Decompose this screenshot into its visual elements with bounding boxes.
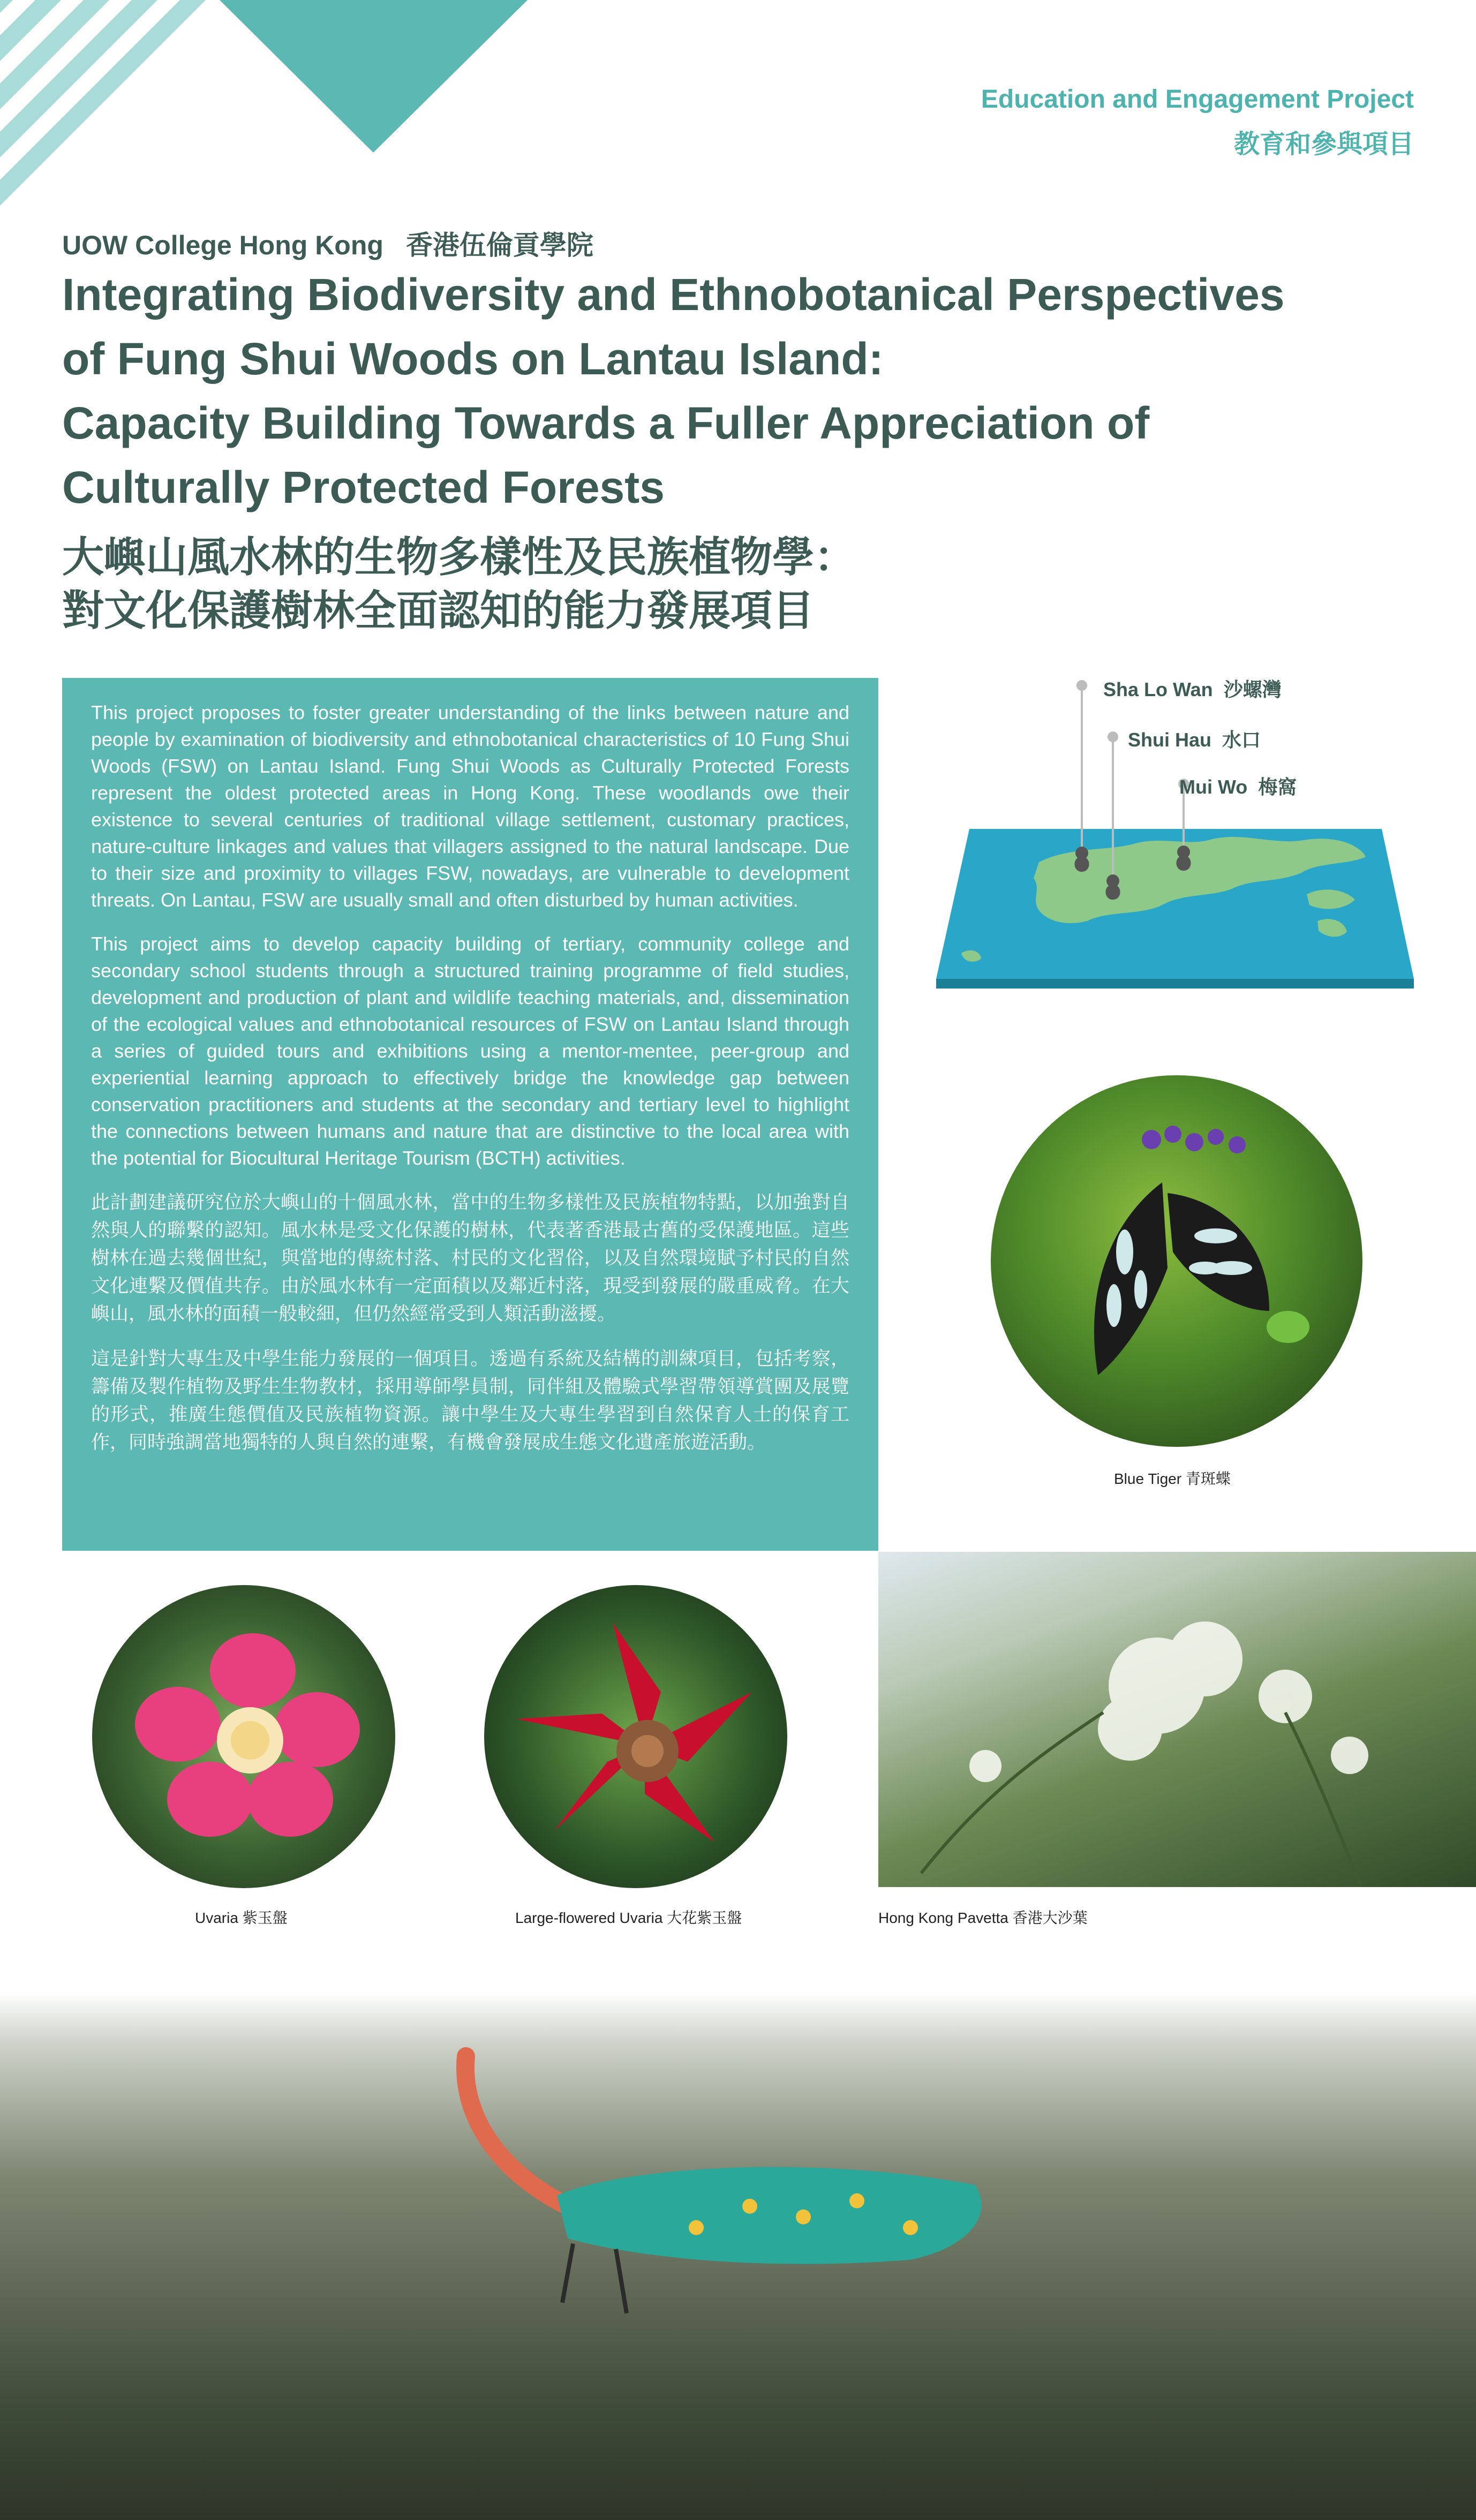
title-en-line: Capacity Building Towards a Fuller Appreciation of: [62, 398, 1150, 448]
uvaria-caption: Uvaria 紫玉盤: [195, 1910, 288, 1926]
title-zh: [62, 530, 856, 637]
description-en-2: This project aims to develop capacity building of tertiary, community college and secondary school students through a structured training programme of field studies, development and production of plant and wildlife teaching materials, and, dissemination of the ecological values and ethnobotanical resources of FSW on Lantau Island through a series of guided tours and exhibitions using a mentor-mentee, peer-group and experiential learning approach to effectively bridge the knowledge gap between conservation practitioners and students at the secondary and tertiary level to highlight the connections between humans and nature that are distinctive to the local area with the potential for Biocultural Heritage Tourism (BCTH) activities.: [91, 933, 849, 1169]
description-zh-1: 此計劃建議研究位於大嶼山的十個風水林，當中的生物多樣性及民族植物特點，以加強對自然與人的聯繫的認知。風水林是受文化保護的樹林，代表著香港最古舊的受保護地區。這些樹林在過去幾個世紀，與當地的傳統村落、村民的文化習俗，以及自然環境賦予村民的自然文化連繫及價值共存。由於風水林有一定面積以及鄰近村落，現受到發展的嚴重威脅。在大嶼山，風水林的面積一般較細，但仍然經常受到人類活動滋擾。: [91, 1192, 849, 1324]
lantau-map: [932, 669, 1425, 1001]
project-type-zh: 教育和參與項目: [1233, 130, 1414, 159]
blue-tiger-butterfly-photo: [991, 1075, 1362, 1447]
teal-triangle-decoration: [214, 0, 536, 155]
map-label-mui-wo: [1179, 772, 1297, 799]
blue-tiger-caption: Blue Tiger 青斑蝶: [1114, 1470, 1231, 1487]
location-name-zh: 梅窩: [1258, 776, 1297, 798]
title-en-line: Integrating Biodiversity and Ethnobotanical Perspectives: [62, 269, 1285, 320]
description-zh-2: 這是針對大專生及中學生能力發展的一個項目。透過有系統及結構的訓練項目，包括考察，籌備及製作植物及野生生物教材，採用導師學員制，同伴組及體驗式學習帶領導賞團及展覽的形式，推廣生態價值及民族植物資源。讓中學生及大專生學習到自然保育人士的保育工作，同時強調當地獨特的人與自然的連繫，有機會發展成生態文化遺產旅遊活動。: [91, 1348, 849, 1453]
project-type-en: Education and Engagement Project: [981, 85, 1414, 114]
title-zh-line: 對文化保護樹林全面認知的能力發展項目: [62, 587, 815, 634]
uvaria-flower-photo: [92, 1585, 395, 1888]
hong-kong-pavetta-photo: [878, 1552, 1476, 1887]
butterfly-illustration: [991, 1075, 1362, 1447]
description-en-1: This project proposes to foster greater understanding of the links between nature and people by examination of biodiversity and ethnobotanical characteristics of 10 Fung Shui Woods (FSW) on Lantau Island. Fung Shui Woods as Culturally Protected Forests represent the oldest protected areas in Hong Kong. These woodlands owe their existence to several centuries of traditional village settlement, customary practices, nature-culture linkages and values that villagers assigned to the natural landscape. Due to their size and proximity to villages FSW, nowadays, are vulnerable to development threats. On Lantau, FSW are usually small and often disturbed by human activities.: [91, 701, 849, 911]
institution-name-en: UOW College Hong Kong: [62, 230, 383, 260]
title-en-line: Culturally Protected Forests: [62, 462, 665, 512]
institution-name-zh: 香港伍倫貢學院: [405, 230, 593, 260]
large-uvaria-flower-illustration: [484, 1585, 787, 1888]
large-uvaria-caption: Large-flowered Uvaria 大花紫玉盤: [515, 1910, 742, 1926]
large-flowered-uvaria-photo: [484, 1585, 787, 1888]
title-zh-line: 大嶼山風水林的生物多樣性及民族植物學：: [62, 533, 856, 580]
location-name-en: Shui Hau: [1128, 729, 1212, 751]
map-label-shui-hau: [1128, 725, 1261, 752]
diagonal-stripes-decoration: [0, 0, 225, 225]
lantern-fly-illustration: [0, 1992, 1476, 2520]
lantern-fly-photo: [0, 1992, 1476, 2520]
uvaria-flower-illustration: [92, 1585, 395, 1888]
institution-name: [62, 224, 593, 262]
title-en: [62, 262, 1433, 519]
lantau-island-map-graphic: [932, 669, 1425, 1001]
description-panel: [62, 678, 878, 1551]
pavetta-illustration: [878, 1552, 1476, 1887]
location-name-en: Sha Lo Wan: [1103, 678, 1213, 700]
pavetta-caption: Hong Kong Pavetta 香港大沙葉: [878, 1910, 1088, 1926]
location-name-zh: 水口: [1222, 729, 1261, 751]
title-en-line: of Fung Shui Woods on Lantau Island:: [62, 334, 884, 384]
map-label-sha-lo-wan: [1103, 675, 1282, 702]
location-name-zh: 沙螺灣: [1223, 678, 1282, 700]
location-name-en: Mui Wo: [1179, 776, 1248, 798]
